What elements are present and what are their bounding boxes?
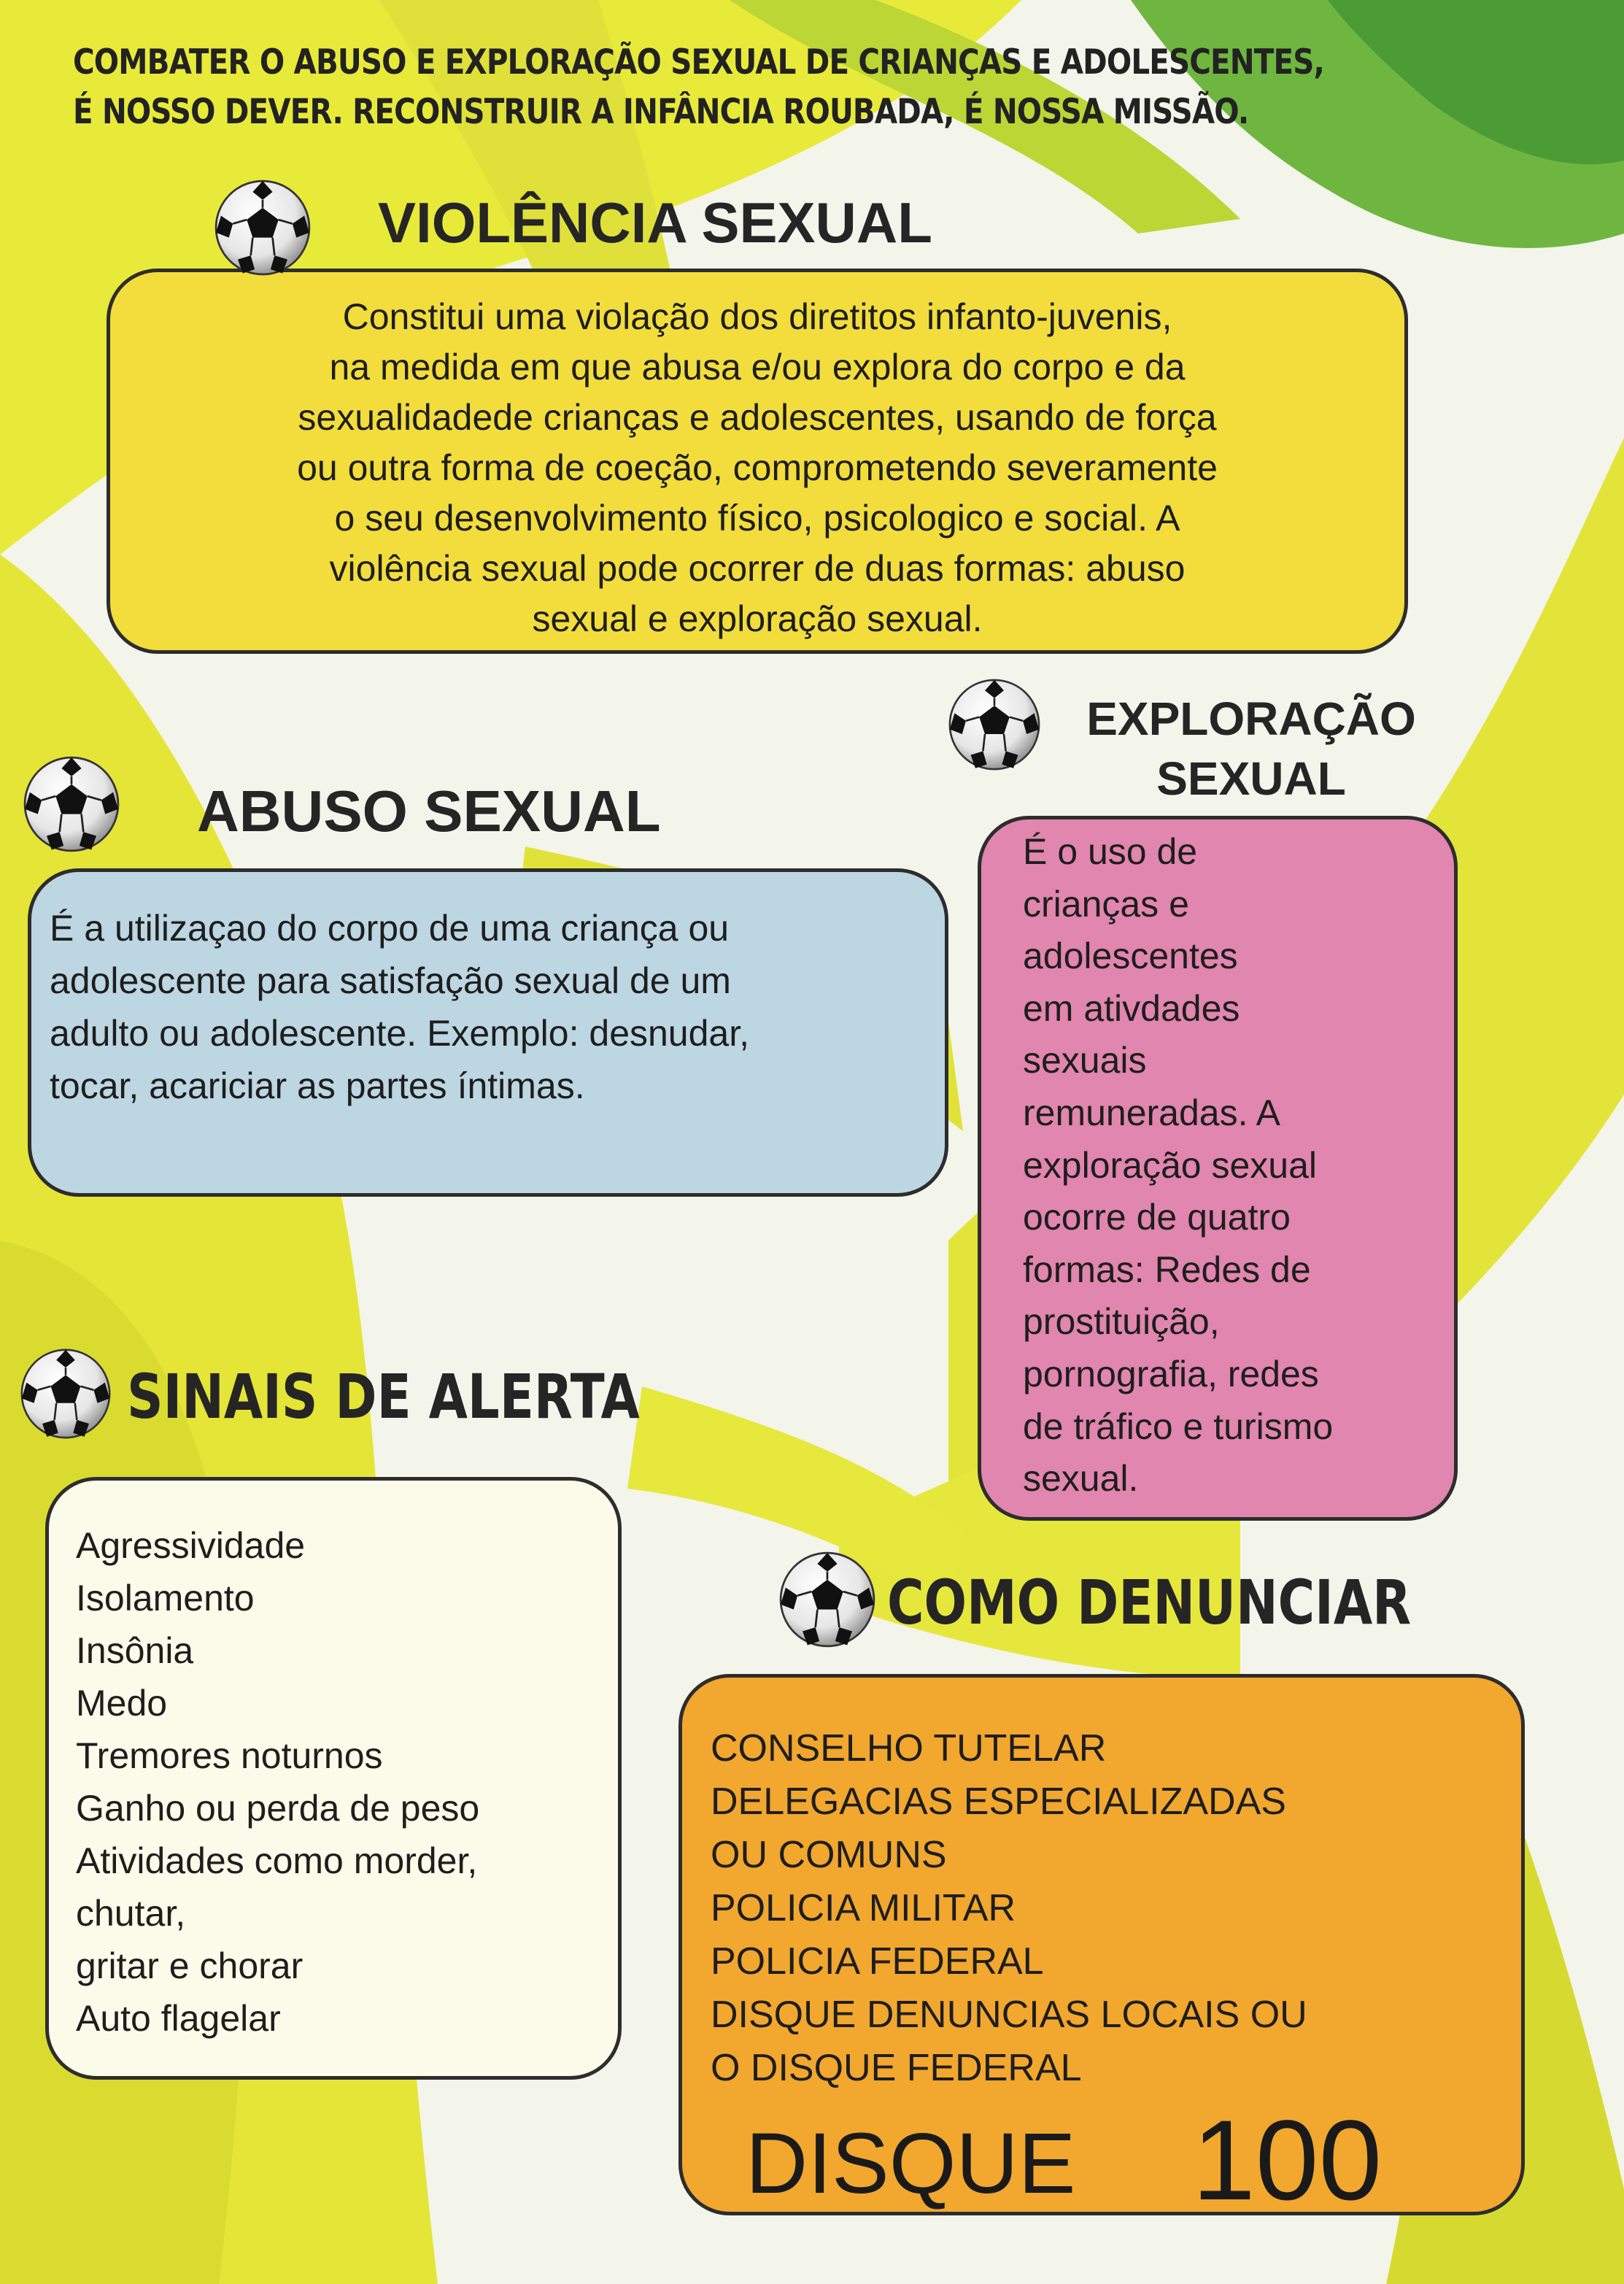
list-item: CONSELHO TUTELAR [711, 1727, 1107, 1770]
text-line: adolescentes [1023, 935, 1238, 977]
denunciar-list [711, 1722, 1513, 2095]
text-line: É o uso de [1023, 831, 1198, 872]
list-item: POLICIA MILITAR [711, 1887, 1016, 1929]
header-line-1: COMBATER O ABUSO E EXPLORAÇÃO SEXUAL DE CRIANÇAS E ADOLESCENTES, [73, 42, 1324, 82]
violencia-title: VIOLÊNCIA SEXUAL [378, 190, 932, 255]
text-line: exploração sexual [1023, 1144, 1318, 1186]
abuso-text [50, 902, 947, 1112]
soccer-ball-icon [213, 178, 312, 277]
text-line: remuneradas. A [1023, 1092, 1280, 1133]
list-item: DELEGACIAS ESPECIALIZADAS [711, 1780, 1286, 1823]
text-line: sexualidadede crianças e adolescentes, usando de força [298, 397, 1217, 438]
text-line: formas: Redes de [1023, 1249, 1311, 1290]
header-slogan [73, 38, 1378, 137]
text-line: crianças e [1023, 883, 1189, 925]
list-item: Tremores noturnos [76, 1735, 383, 1776]
list-item: Isolamento [76, 1578, 255, 1619]
text-line: ou outra forma de coeção, comprometendo severamente [297, 447, 1218, 488]
disque-number: 100 [1192, 2097, 1383, 2224]
exploracao-title-line-1: EXPLORAÇÃO [1086, 692, 1416, 745]
text-line: adulto ou adolescente. Exemplo: desnudar, [50, 1013, 750, 1054]
list-item: Auto flagelar [76, 1998, 281, 2039]
exploracao-title-line-2: SEXUAL [1156, 752, 1346, 805]
text-line: na medida em que abusa e/ou explora do corpo e da [329, 347, 1186, 387]
text-line: adolescente para satisfação sexual de um [50, 960, 731, 1001]
disque-label: DISQUE [746, 2115, 1076, 2212]
text-line: o seu desenvolvimento físico, psicologico e social. A [334, 498, 1180, 539]
list-item: Insônia [76, 1630, 194, 1671]
exploracao-title [1036, 689, 1466, 809]
soccer-ball-icon [947, 677, 1042, 772]
list-item: Ganho ou perda de peso [76, 1788, 480, 1829]
list-item: Agressividade [76, 1525, 306, 1566]
sinais-title: SINAIS DE ALERTA [127, 1361, 640, 1432]
list-item: gritar e chorar [76, 1945, 303, 1986]
header-line-2: É NOSSO DEVER. RECONSTRUIR A INFÂNCIA ROUBADA, É NOSSA MISSÃO. [73, 92, 1249, 132]
text-line: de tráfico e turismo [1023, 1405, 1334, 1447]
abuso-title: ABUSO SEXUAL [197, 779, 661, 844]
sinais-list [76, 1519, 616, 2045]
text-line: ocorre de quatro [1023, 1197, 1291, 1238]
text-line: tocar, acariciar as partes íntimas. [50, 1065, 585, 1106]
text-line: Constitui uma violação dos diretitos infanto-juvenis, [342, 296, 1172, 337]
list-item: Atividades como morder, [76, 1840, 478, 1881]
violencia-text [109, 292, 1405, 644]
soccer-ball-icon [19, 1347, 112, 1440]
text-line: sexual e exploração sexual. [532, 598, 983, 639]
text-line: sexuais [1023, 1040, 1147, 1081]
list-item: OU COMUNS [711, 1834, 947, 1876]
list-item: O DISQUE FEDERAL [711, 2047, 1082, 2089]
denunciar-title: COMO DENUNCIAR [887, 1567, 1412, 1638]
text-line: em ativdades [1023, 987, 1240, 1029]
text-line: violência sexual pode ocorrer de duas formas: abuso [329, 548, 1186, 589]
list-item: DISQUE DENUNCIAS LOCAIS OU [711, 1994, 1307, 2036]
soccer-ball-icon [22, 755, 121, 854]
text-line: É a utilizaçao do corpo de uma criança ou [50, 908, 730, 949]
exploracao-text [1023, 826, 1446, 1505]
list-item: POLICIA FEDERAL [711, 1940, 1044, 1983]
list-item: chutar, [76, 1893, 186, 1934]
text-line: sexual. [1023, 1458, 1139, 1500]
text-line: prostituição, [1023, 1301, 1220, 1343]
soccer-ball-icon [778, 1550, 877, 1649]
list-item: Medo [76, 1683, 168, 1724]
text-line: pornografia, redes [1023, 1353, 1319, 1394]
